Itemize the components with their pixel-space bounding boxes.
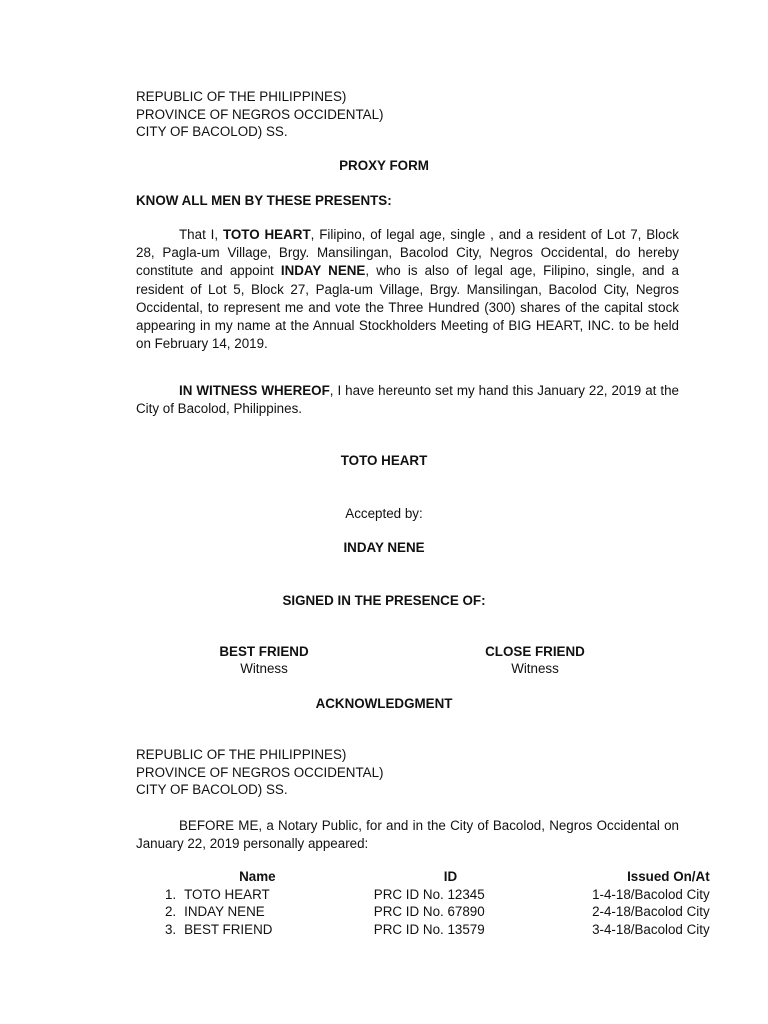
row-issued: 3-4-18/Bacolod City	[592, 921, 710, 937]
row-name: INDAY NENE	[184, 904, 265, 920]
acceptor-name: INDAY NENE	[343, 540, 425, 555]
witness-whereof-lead: IN WITNESS WHEREOF	[179, 383, 330, 398]
venue-caption	[136, 88, 679, 141]
row-issued: 1-4-18/Bacolod City	[592, 886, 710, 902]
para-text: , Filipino, of legal age, single , and a resident of Lot 7, Block 28, Pagla-um Village, Brgy. Mansilingan, Bacolod City, Negros Occidental, do hereby constitute and appoint	[136, 227, 679, 279]
para-text: That I,	[179, 227, 223, 242]
table-row	[140, 921, 768, 939]
caption-line: PROVINCE OF NEGROS OCCIDENTAL)	[136, 106, 384, 122]
row-number: 2.	[164, 904, 177, 920]
caption-line: PROVINCE OF NEGROS OCCIDENTAL)	[136, 764, 384, 780]
table-header: Issued On/At	[627, 869, 710, 885]
witness-role: Witness	[240, 661, 288, 676]
row-id: PRC ID No. 13579	[373, 921, 485, 937]
row-name: TOTO HEART	[184, 886, 270, 902]
row-id: PRC ID No. 12345	[373, 886, 485, 902]
caption-line: CITY OF BACOLOD) SS.	[136, 124, 288, 139]
table-row	[140, 886, 768, 904]
witness-block-2	[435, 643, 635, 677]
row-name: BEST FRIEND	[184, 921, 273, 937]
caption-line: REPUBLIC OF THE PHILIPPINES)	[136, 747, 347, 762]
proxy-paragraph	[136, 226, 679, 353]
para-text: , who is also of legal age, Filipino, single, and a resident of Lot 5, Block 27, Pagla-um Village, Brgy. Mansilingan, Bacolod City, Negros Occidental, to represent me and vote the Three Hundred (300) shares of the capital stock appearing in my name at the Annual Stockholders Meeting of BIG HEART, INC. to be held on February 14, 2019.	[136, 263, 679, 352]
witness-name: CLOSE FRIEND	[485, 644, 585, 659]
row-issued: 2-4-18/Bacolod City	[592, 904, 710, 920]
witness-whereof-paragraph	[136, 382, 679, 418]
witness-block-1	[164, 643, 364, 677]
appearance-table	[140, 868, 768, 938]
table-header: Name	[239, 869, 276, 885]
signed-presence-heading: SIGNED IN THE PRESENCE OF:	[282, 593, 486, 608]
principal-name: TOTO HEART	[222, 227, 311, 242]
table-header-row	[140, 868, 768, 886]
witness-role: Witness	[511, 661, 559, 676]
witness-name: BEST FRIEND	[219, 644, 309, 659]
signatory-name: TOTO HEART	[340, 453, 428, 468]
row-id: PRC ID No. 67890	[373, 904, 485, 920]
row-number: 3.	[164, 921, 177, 937]
know-all-heading: KNOW ALL MEN BY THESE PRESENTS:	[136, 193, 392, 208]
accepted-by-label: Accepted by:	[345, 506, 423, 521]
table-header-number	[140, 868, 184, 886]
document-title: PROXY FORM	[339, 158, 429, 173]
para-text: , I have hereunto set my hand this January 22, 2019 at the City of Bacolod, Philippines.	[136, 383, 679, 417]
table-row	[140, 903, 768, 921]
caption-line: REPUBLIC OF THE PHILIPPINES)	[136, 89, 347, 104]
caption-line: CITY OF BACOLOD) SS.	[136, 782, 288, 797]
table-header: ID	[443, 869, 458, 885]
acknowledgment-paragraph: BEFORE ME, a Notary Public, for and in the City of Bacolod, Negros Occidental on January 22, 2019 personally appeared:	[136, 818, 679, 852]
proxy-name: INDAY NENE	[280, 263, 366, 279]
venue-caption	[136, 746, 679, 799]
acknowledgment-heading: ACKNOWLEDGMENT	[315, 696, 453, 711]
row-number: 1.	[164, 886, 177, 902]
